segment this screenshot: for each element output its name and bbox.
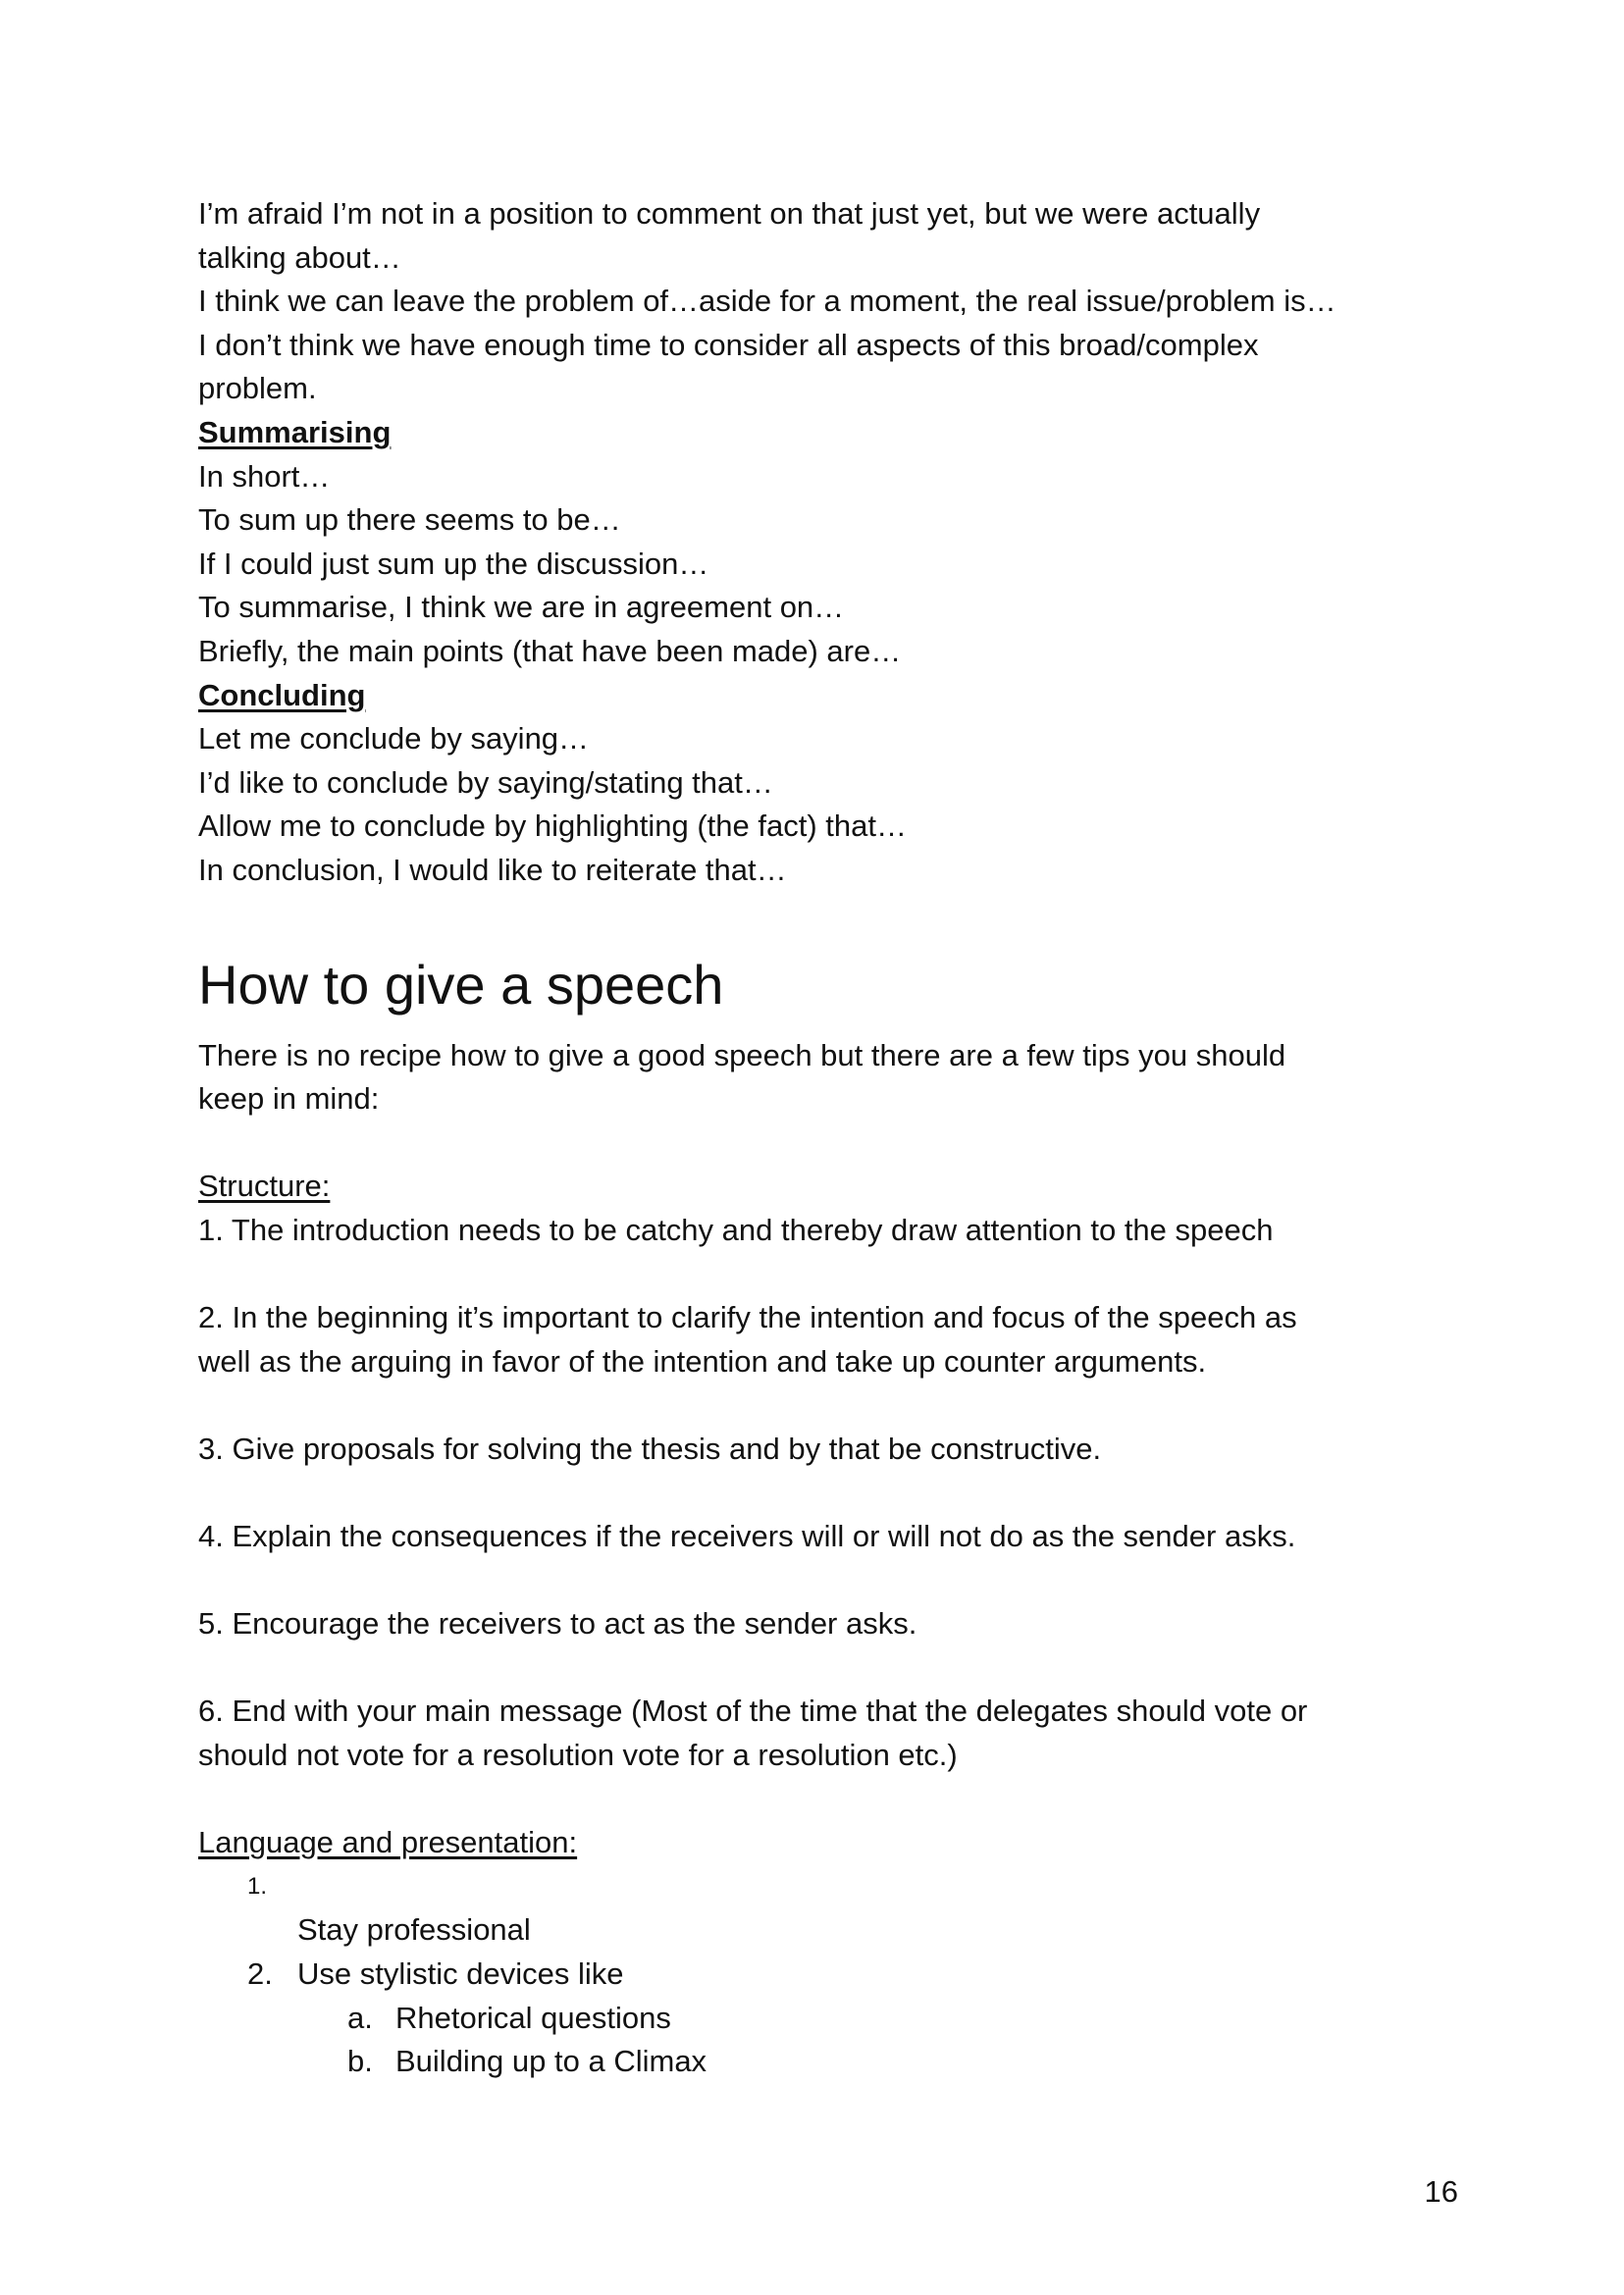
structure-item-5: 5. Encourage the receivers to act as the sender asks. <box>198 1606 917 1642</box>
summarising-phrase: If I could just sum up the discussion… <box>198 546 709 581</box>
concluding-phrase: Allow me to conclude by highlighting (the fact) that… <box>198 808 907 844</box>
concluding-phrase: In conclusion, I would like to reiterate that… <box>198 852 787 887</box>
structure-item-6-cont: should not vote for a resolution vote for a resolution etc.) <box>198 1738 958 1772</box>
intro-line: problem. <box>198 371 317 406</box>
language-item-2 <box>198 1953 1454 1997</box>
page-number: 16 <box>1424 2174 1458 2209</box>
list-text: Building up to a Climax <box>395 2044 707 2079</box>
list-text: Stay professional <box>297 1912 531 1948</box>
list-number: 2. <box>247 1956 273 1991</box>
page-body <box>198 192 1454 2084</box>
stylistic-device-a <box>198 1997 1454 2041</box>
intro-line: I think we can leave the problem of…aside for a moment, the real issue/problem is… <box>198 284 1336 319</box>
structure-item-3: 3. Give proposals for solving the thesis and by that be constructive. <box>198 1431 1102 1466</box>
language-heading: Language and presentation: <box>198 1825 578 1860</box>
list-letter: a. <box>347 2000 373 2035</box>
summarising-phrase: To sum up there seems to be… <box>198 502 621 538</box>
concluding-heading: Concluding <box>198 677 366 712</box>
intro-line: I’m afraid I’m not in a position to comment on that just yet, but we were actually <box>198 196 1261 231</box>
summarising-phrase: To summarise, I think we are in agreement on… <box>198 590 845 625</box>
structure-item-1: 1. The introduction needs to be catchy and thereby draw attention to the speech <box>198 1212 1274 1247</box>
speech-intro-line: There is no recipe how to give a good speech but there are a few tips you should <box>198 1037 1286 1072</box>
speech-section-title: How to give a speech <box>198 953 724 1016</box>
speech-intro-line: keep in mind: <box>198 1081 380 1117</box>
summarising-phrase: In short… <box>198 458 331 494</box>
structure-heading: Structure: <box>198 1169 331 1204</box>
structure-item-2: 2. In the beginning it’s important to clarify the intention and focus of the speech as <box>198 1300 1297 1335</box>
structure-item-2-cont: well as the arguing in favor of the intention and take up counter arguments. <box>198 1343 1207 1379</box>
intro-line: talking about… <box>198 239 401 275</box>
language-item-1 <box>198 1865 1454 1953</box>
list-number: 1. <box>247 1872 268 1900</box>
list-text: Rhetorical questions <box>395 2000 671 2035</box>
structure-item-6: 6. End with your main message (Most of the time that the delegates should vote or <box>198 1694 1308 1729</box>
intro-line: I don’t think we have enough time to consider all aspects of this broad/complex <box>198 327 1259 362</box>
concluding-phrase: Let me conclude by saying… <box>198 721 590 756</box>
concluding-phrase: I’d like to conclude by saying/stating that… <box>198 764 773 800</box>
summarising-phrase: Briefly, the main points (that have been made) are… <box>198 633 902 668</box>
list-text: Use stylistic devices like <box>297 1956 624 1991</box>
list-letter: b. <box>347 2044 373 2079</box>
stylistic-device-b <box>198 2040 1454 2084</box>
structure-item-4: 4. Explain the consequences if the receivers will or will not do as the sender asks. <box>198 1519 1296 1554</box>
summarising-heading: Summarising <box>198 414 392 449</box>
